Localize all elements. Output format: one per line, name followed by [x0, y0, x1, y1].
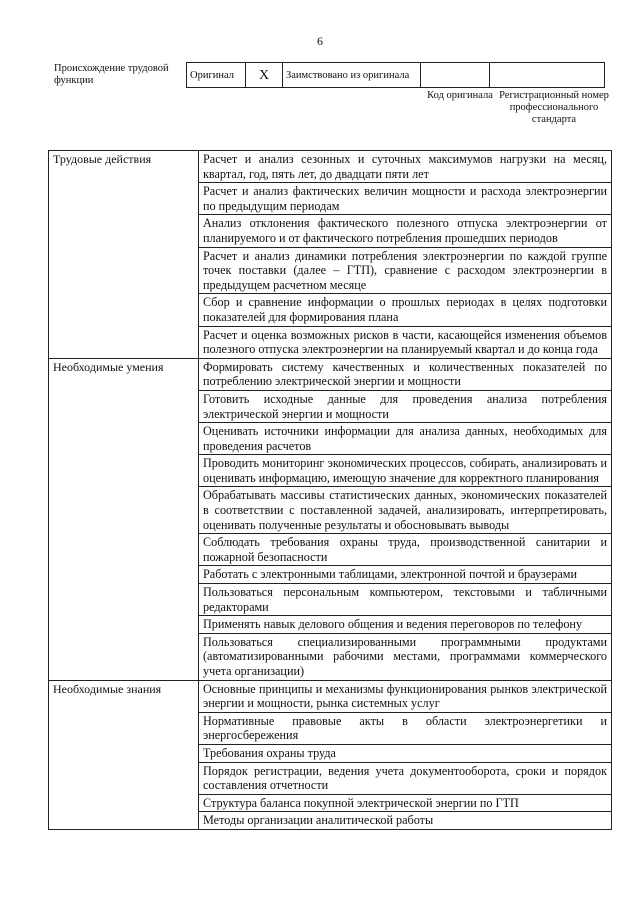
original-mark: X [246, 63, 283, 88]
list-item: Порядок регистрации, ведения учета документооборота, сроки и порядок составления отчетности [199, 762, 611, 794]
list-item: Применять навык делового общения и ведения переговоров по телефону [199, 615, 611, 633]
list-item: Соблюдать требования охраны труда, производственной санитарии и пожарной безопасности [199, 533, 611, 565]
list-item: Расчет и анализ фактических величин мощности и расхода электроэнергии по предыдущим периодам [199, 182, 611, 214]
section-row [49, 358, 612, 680]
code-caption: Код оригинала [427, 90, 493, 101]
origin-table [186, 62, 605, 88]
list-item: Оценивать источники информации для анализа данных, необходимых для проведения расчетов [199, 422, 611, 454]
function-table [48, 150, 612, 830]
section-label: Необходимые знания [49, 680, 199, 829]
list-item: Пользоваться специализированными программными продуктами (автоматизированными рабочими местами, программами коммерческого учета организации) [199, 633, 611, 680]
section-items [199, 680, 612, 829]
list-item: Методы организации аналитической работы [199, 811, 611, 829]
section-label: Трудовые действия [49, 151, 199, 359]
list-item: Проводить мониторинг экономических процессов, собирать, анализировать и оценивать информацию, имеющую значение для корректного планирования [199, 454, 611, 486]
list-item: Формировать систему качественных и количественных показателей по потреблению электрической энергии и мощности [203, 359, 607, 389]
original-cell: Оригинал [187, 63, 246, 88]
list-item: Пользоваться персональным компьютером, текстовыми и табличными редакторами [199, 583, 611, 615]
list-item: Анализ отклонения фактического полезного отпуска электроэнергии от планируемого и от фактического потребления прошедших периодов [199, 214, 611, 246]
section-row [49, 151, 612, 359]
page-number: 6 [317, 34, 323, 48]
section-items [199, 358, 612, 680]
list-item: Нормативные правовые акты в области электроэнергетики и энергосбережения [199, 712, 611, 744]
list-item: Расчет и анализ сезонных и суточных максимумов нагрузки на месяц, квартал, год, пять лет, до двадцати пяти лет [203, 152, 607, 181]
list-item: Основные принципы и механизмы функционирования рынков электрической энергии и мощности, рынка системных услуг [203, 681, 607, 711]
origin-label: Происхождение трудовой функции [54, 63, 169, 86]
code-cell [421, 63, 490, 88]
list-item: Обрабатывать массивы статистических данных, экономических показателей в соответствии с поставленной задачей, анализировать, интерпретировать, оценивать полученные результаты и обосновывать выводы [199, 486, 611, 533]
section-items [199, 151, 612, 359]
list-item: Расчет и оценка возможных рисков в части, касающейся изменения объемов полезного отпуска электроэнергии на планируемый квартал и до конца года [199, 326, 611, 358]
section-label: Необходимые умения [49, 358, 199, 680]
list-item: Готовить исходные данные для проведения анализа потребления электрической энергии и мощности [199, 390, 611, 422]
list-item: Сбор и сравнение информации о прошлых периодах в целях подготовки показателей для формирования плана [199, 293, 611, 325]
borrowed-cell: Заимствовано из оригинала [283, 63, 421, 88]
list-item: Работать с электронными таблицами, электронной почтой и браузерами [199, 565, 611, 583]
list-item: Структура баланса покупной электрической энергии по ГТП [199, 794, 611, 812]
section-row [49, 680, 612, 829]
list-item: Требования охраны труда [199, 744, 611, 762]
reg-number-caption: Регистрационный номер профессионального стандарта [499, 90, 609, 125]
list-item: Расчет и анализ динамики потребления электроэнергии по каждой группе точек поставки (далее – ГТП), сравнение с расходом электроэнергии в предыдущем расчетном месяце [199, 247, 611, 294]
reg-number-cell [490, 63, 605, 88]
